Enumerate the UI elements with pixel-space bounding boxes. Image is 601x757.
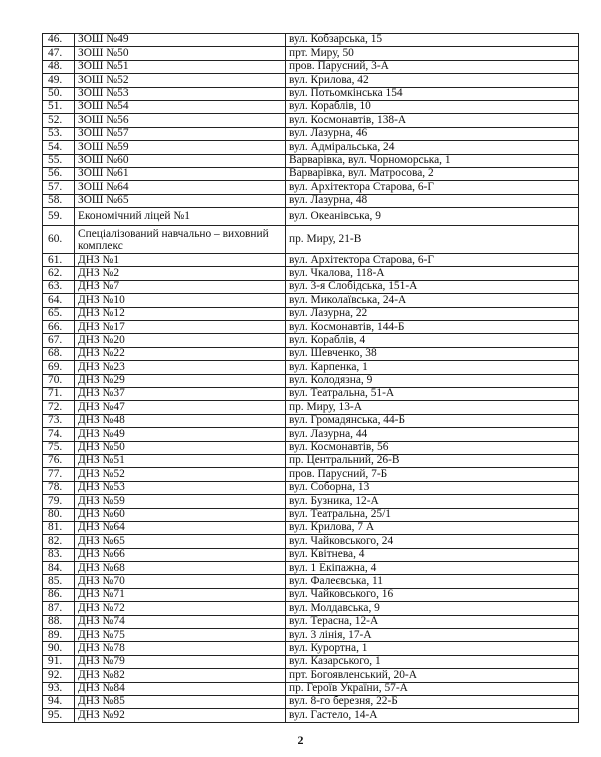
table-row (43, 441, 579, 454)
row-number-cell: 67. (43, 334, 75, 347)
row-number-cell: 68. (43, 347, 75, 360)
institution-name-cell: ДНЗ №92 (75, 709, 286, 722)
institution-name-cell: ЗОШ №54 (75, 100, 286, 113)
address-cell: вул. Чайковського, 24 (286, 535, 579, 548)
row-number-cell: 92. (43, 669, 75, 682)
row-number-cell: 66. (43, 321, 75, 334)
institution-name-cell: ЗОШ №49 (75, 34, 286, 47)
table-row (43, 141, 579, 154)
table-row (43, 280, 579, 293)
address-cell: вул. Курортна, 1 (286, 642, 579, 655)
row-number-cell: 70. (43, 374, 75, 387)
table-row (43, 481, 579, 494)
address-cell: вул. Лазурна, 46 (286, 127, 579, 140)
row-number-cell: 60. (43, 226, 75, 254)
address-cell: вул. Шевченко, 38 (286, 347, 579, 360)
row-number-cell: 65. (43, 307, 75, 320)
row-number-cell: 50. (43, 87, 75, 100)
table-row (43, 294, 579, 307)
row-number-cell: 51. (43, 100, 75, 113)
address-cell: вул. Кораблів, 10 (286, 100, 579, 113)
institution-name-cell: ДНЗ №59 (75, 495, 286, 508)
table-row (43, 194, 579, 207)
institution-name-cell: ЗОШ №52 (75, 74, 286, 87)
address-cell: вул. Чайковського, 16 (286, 588, 579, 601)
institution-name-cell: ДНЗ №12 (75, 307, 286, 320)
address-cell: вул. Миколаївська, 24-А (286, 294, 579, 307)
address-cell: Варварівка, вул. Чорноморська, 1 (286, 154, 579, 167)
table-row (43, 602, 579, 615)
row-number-cell: 54. (43, 141, 75, 154)
table-row (43, 387, 579, 400)
institution-name-cell: ДНЗ №70 (75, 575, 286, 588)
address-cell: вул. Космонавтів, 144-Б (286, 321, 579, 334)
address-cell: вул. Крилова, 42 (286, 74, 579, 87)
table-row (43, 267, 579, 280)
address-cell: вул. Громадянська, 44-Б (286, 414, 579, 427)
table-body (43, 34, 579, 723)
institution-name-cell: ДНЗ №1 (75, 254, 286, 267)
address-cell: Варварівка, вул. Матросова, 2 (286, 167, 579, 180)
address-cell: вул. Квітнева, 4 (286, 548, 579, 561)
row-number-cell: 82. (43, 535, 75, 548)
table-row (43, 575, 579, 588)
institution-name-cell: ЗОШ №57 (75, 127, 286, 140)
institution-name-cell: ЗОШ №64 (75, 181, 286, 194)
institution-name-cell: ДНЗ №7 (75, 280, 286, 293)
row-number-cell: 78. (43, 481, 75, 494)
address-cell: вул. Карпенка, 1 (286, 361, 579, 374)
row-number-cell: 49. (43, 74, 75, 87)
table-row (43, 548, 579, 561)
institution-name-cell: ДНЗ №72 (75, 602, 286, 615)
row-number-cell: 55. (43, 154, 75, 167)
table-row (43, 468, 579, 481)
table-row (43, 669, 579, 682)
row-number-cell: 62. (43, 267, 75, 280)
row-number-cell: 47. (43, 47, 75, 60)
address-cell: вул. Молдавська, 9 (286, 602, 579, 615)
table-row (43, 334, 579, 347)
address-cell: вул. Адміральська, 24 (286, 141, 579, 154)
address-cell: пров. Парусний, 3-А (286, 60, 579, 73)
address-cell: вул. Кораблів, 4 (286, 334, 579, 347)
address-cell: вул. Архітектора Старова, 6-Г (286, 254, 579, 267)
table-row (43, 629, 579, 642)
institution-name-cell: Економічний ліцей №1 (75, 208, 286, 226)
address-cell: вул. Лазурна, 22 (286, 307, 579, 320)
row-number-cell: 74. (43, 428, 75, 441)
institution-name-cell: ДНЗ №10 (75, 294, 286, 307)
address-cell: вул. Театральна, 25/1 (286, 508, 579, 521)
institution-name-cell: ЗОШ №60 (75, 154, 286, 167)
institution-name-cell: ДНЗ №65 (75, 535, 286, 548)
table-row (43, 521, 579, 534)
table-row (43, 114, 579, 127)
institution-name-cell: ДНЗ №49 (75, 428, 286, 441)
institution-name-cell: ДНЗ №64 (75, 521, 286, 534)
row-number-cell: 53. (43, 127, 75, 140)
table-row (43, 181, 579, 194)
address-cell: вул. Терасна, 12-А (286, 615, 579, 628)
row-number-cell: 61. (43, 254, 75, 267)
table-row (43, 562, 579, 575)
table-row (43, 254, 579, 267)
row-number-cell: 88. (43, 615, 75, 628)
row-number-cell: 75. (43, 441, 75, 454)
row-number-cell: 56. (43, 167, 75, 180)
institution-name-cell: ЗОШ №51 (75, 60, 286, 73)
institution-name-cell: ДНЗ №48 (75, 414, 286, 427)
table-row (43, 588, 579, 601)
table-row (43, 167, 579, 180)
address-cell: вул. Кобзарська, 15 (286, 34, 579, 47)
institutions-table (42, 33, 579, 723)
row-number-cell: 80. (43, 508, 75, 521)
institution-name-cell: ЗОШ №59 (75, 141, 286, 154)
address-cell: вул. Архітектора Старова, 6-Г (286, 181, 579, 194)
table-row (43, 642, 579, 655)
table-row (43, 709, 579, 722)
address-cell: вул. Колодязна, 9 (286, 374, 579, 387)
table-row (43, 655, 579, 668)
institution-name-cell: ДНЗ №2 (75, 267, 286, 280)
institution-name-cell: ЗОШ №50 (75, 47, 286, 60)
table-row (43, 154, 579, 167)
institution-name-cell: ДНЗ №78 (75, 642, 286, 655)
institution-name-cell: ДНЗ №60 (75, 508, 286, 521)
table-row (43, 87, 579, 100)
address-cell: вул. Крилова, 7 А (286, 521, 579, 534)
address-cell: вул. Театральна, 51-А (286, 387, 579, 400)
address-cell: прт. Богоявленський, 20-А (286, 669, 579, 682)
table-row (43, 347, 579, 360)
table-row (43, 495, 579, 508)
table-row (43, 208, 579, 226)
institution-name-cell: ДНЗ №53 (75, 481, 286, 494)
row-number-cell: 57. (43, 181, 75, 194)
table-row (43, 127, 579, 140)
table-row (43, 34, 579, 47)
address-cell: вул. Космонавтів, 56 (286, 441, 579, 454)
institution-name-cell: ДНЗ №37 (75, 387, 286, 400)
table-row (43, 60, 579, 73)
row-number-cell: 59. (43, 208, 75, 226)
row-number-cell: 93. (43, 682, 75, 695)
address-cell: вул. Потьомкінська 154 (286, 87, 579, 100)
institution-name-cell: ЗОШ №56 (75, 114, 286, 127)
institution-name-cell: ДНЗ №20 (75, 334, 286, 347)
table-row (43, 682, 579, 695)
table-row (43, 321, 579, 334)
table-row (43, 47, 579, 60)
institution-name-cell: ДНЗ №75 (75, 629, 286, 642)
address-cell: пров. Парусний, 7-Б (286, 468, 579, 481)
row-number-cell: 83. (43, 548, 75, 561)
row-number-cell: 87. (43, 602, 75, 615)
row-number-cell: 64. (43, 294, 75, 307)
row-number-cell: 84. (43, 562, 75, 575)
row-number-cell: 52. (43, 114, 75, 127)
institution-name-cell: ДНЗ №71 (75, 588, 286, 601)
institution-name-cell: ДНЗ №84 (75, 682, 286, 695)
row-number-cell: 58. (43, 194, 75, 207)
address-cell: вул. 3-я Слобідська, 151-А (286, 280, 579, 293)
address-cell: вул. Соборна, 13 (286, 481, 579, 494)
institution-name-cell: ДНЗ №29 (75, 374, 286, 387)
address-cell: вул. Бузника, 12-А (286, 495, 579, 508)
row-number-cell: 89. (43, 629, 75, 642)
institution-name-cell: ДНЗ №47 (75, 401, 286, 414)
institution-name-cell: ДНЗ №51 (75, 454, 286, 467)
row-number-cell: 85. (43, 575, 75, 588)
row-number-cell: 48. (43, 60, 75, 73)
institution-name-cell: ДНЗ №82 (75, 669, 286, 682)
table-row (43, 454, 579, 467)
row-number-cell: 73. (43, 414, 75, 427)
row-number-cell: 63. (43, 280, 75, 293)
row-number-cell: 86. (43, 588, 75, 601)
institution-name-cell: Спеціалізований навчально – виховний комплекс (75, 226, 286, 254)
table-row (43, 374, 579, 387)
table-row (43, 401, 579, 414)
address-cell: вул. Океанівська, 9 (286, 208, 579, 226)
table-row (43, 695, 579, 708)
address-cell: пр. Миру, 21-В (286, 226, 579, 254)
table-row (43, 414, 579, 427)
address-cell: вул. Гастело, 14-А (286, 709, 579, 722)
table-row (43, 535, 579, 548)
table-row (43, 100, 579, 113)
address-cell: вул. Лазурна, 48 (286, 194, 579, 207)
row-number-cell: 71. (43, 387, 75, 400)
row-number-cell: 76. (43, 454, 75, 467)
table-row (43, 307, 579, 320)
institution-name-cell: ДНЗ №52 (75, 468, 286, 481)
address-cell: вул. Фалеєвська, 11 (286, 575, 579, 588)
table-row (43, 508, 579, 521)
institution-name-cell: ДНЗ №50 (75, 441, 286, 454)
row-number-cell: 90. (43, 642, 75, 655)
institution-name-cell: ДНЗ №68 (75, 562, 286, 575)
institution-name-cell: ЗОШ №61 (75, 167, 286, 180)
address-cell: вул. 3 лінія, 17-А (286, 629, 579, 642)
page-number: 2 (297, 733, 304, 747)
address-cell: пр. Миру, 13-А (286, 401, 579, 414)
institution-name-cell: ДНЗ №22 (75, 347, 286, 360)
institution-name-cell: ДНЗ №23 (75, 361, 286, 374)
address-cell: вул. Лазурна, 44 (286, 428, 579, 441)
institution-name-cell: ДНЗ №17 (75, 321, 286, 334)
institution-name-cell: ДНЗ №66 (75, 548, 286, 561)
table-row (43, 615, 579, 628)
address-cell: прт. Миру, 50 (286, 47, 579, 60)
table-row (43, 361, 579, 374)
row-number-cell: 81. (43, 521, 75, 534)
table-row (43, 74, 579, 87)
address-cell: вул. Казарського, 1 (286, 655, 579, 668)
row-number-cell: 91. (43, 655, 75, 668)
institution-name-cell: ЗОШ №65 (75, 194, 286, 207)
row-number-cell: 94. (43, 695, 75, 708)
table-row (43, 428, 579, 441)
address-cell: вул. 1 Екіпажна, 4 (286, 562, 579, 575)
row-number-cell: 77. (43, 468, 75, 481)
row-number-cell: 69. (43, 361, 75, 374)
row-number-cell: 79. (43, 495, 75, 508)
address-cell: вул. 8-го березня, 22-Б (286, 695, 579, 708)
row-number-cell: 72. (43, 401, 75, 414)
row-number-cell: 95. (43, 709, 75, 722)
institution-name-cell: ДНЗ №74 (75, 615, 286, 628)
address-cell: пр. Центральний, 26-В (286, 454, 579, 467)
institution-name-cell: ДНЗ №85 (75, 695, 286, 708)
institution-name-cell: ЗОШ №53 (75, 87, 286, 100)
address-cell: вул. Чкалова, 118-А (286, 267, 579, 280)
table-row (43, 226, 579, 254)
address-cell: пр. Героїв України, 57-А (286, 682, 579, 695)
institution-name-cell: ДНЗ №79 (75, 655, 286, 668)
address-cell: вул. Космонавтів, 138-А (286, 114, 579, 127)
row-number-cell: 46. (43, 34, 75, 47)
